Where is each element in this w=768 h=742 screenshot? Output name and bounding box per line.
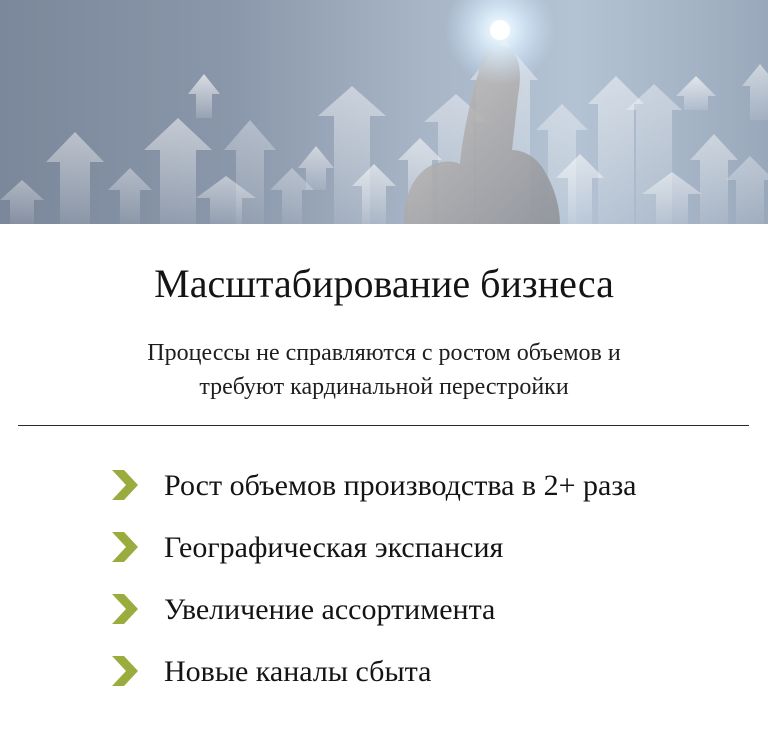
list-item-label: Новые каналы сбыта: [164, 655, 432, 688]
list-item-label: Рост объемов производства в 2+ раза: [164, 469, 637, 502]
chevron-right-icon: [108, 652, 142, 690]
subtitle-line-2: требуют кардинальной перестройки: [199, 374, 569, 400]
content-panel: [0, 224, 768, 742]
subtitle-line-1: Процессы не справляются с ростом объемов и: [147, 340, 621, 366]
list-item-label: Географическая экспансия: [164, 531, 504, 564]
growth-arrows-illustration: [0, 0, 768, 224]
chevron-right-icon: [108, 466, 142, 504]
arrow-group: [0, 40, 768, 224]
chevron-right-icon: [108, 590, 142, 628]
list-item-label: Увеличение ассортимента: [164, 593, 496, 626]
glow-highlight: [445, 0, 555, 85]
page-subtitle: [84, 336, 684, 404]
divider: [18, 425, 749, 426]
hero-image: [0, 0, 768, 224]
page-title: Масштабирование бизнеса: [154, 261, 614, 306]
chevron-right-icon: [108, 528, 142, 566]
